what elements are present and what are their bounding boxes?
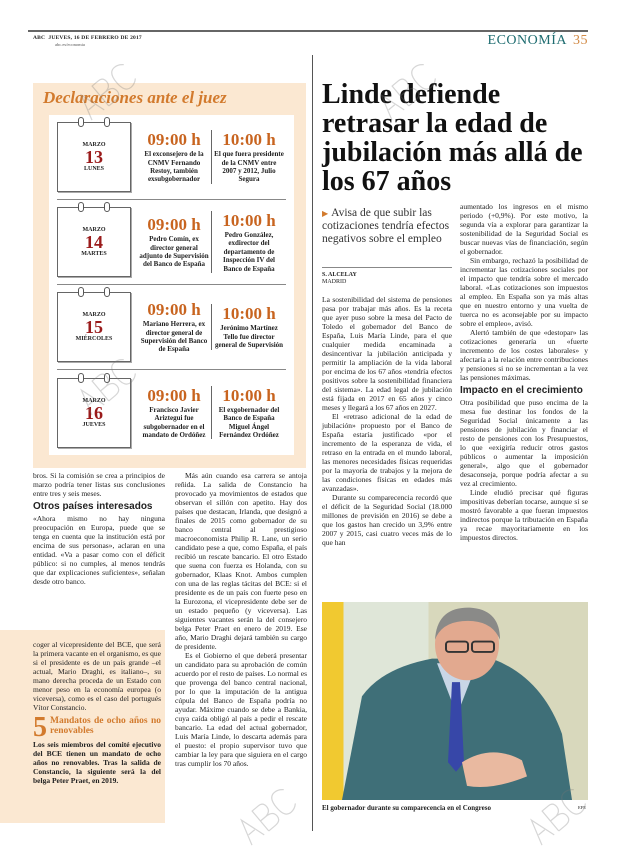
paragraph: Linde eludió precisar qué figuras impositivas deberían tocarse, aunque sí se mostró favorable a que fueran impuestos indirectos porque la tributación en España ya recae mayoritariamente en los impuestos directos.: [460, 488, 588, 542]
calendar-weekday: MIÉRCOLES: [75, 336, 113, 342]
calendar-icon: [57, 122, 131, 192]
article-column-1: [322, 295, 452, 547]
paper-name: ABC: [33, 35, 46, 41]
deck-text: Avisa de que subir las cotizaciones tendría efectos negativos sobre el empleo: [322, 207, 450, 246]
calendar-day-number: 15: [85, 317, 103, 337]
time-slot: [137, 386, 211, 440]
section-name: ECONOMÍA: [487, 33, 567, 48]
schedule-day: [57, 285, 286, 370]
paragraph: Es el Gobierno el que deberá presentar un candidato para su aprobación de común acuerdo por el resto de países. Lo normal es que provenga del banco central nacional, por lo que la imputación de la antigua cúpula del Banco de España podría no ayudar. Máxime cuando se debe a Bankia, cuya caída obligó al país a pedir el rescate bancario. La edad del actual gobernador, Luis María Linde, lo descarta además para el puesto: el propio supervisor tuvo que cambiar la ley para que siguiera en el cargo tras cumplir los 70 años.: [175, 651, 307, 768]
time-slot: [211, 386, 286, 440]
slot-time: 09:00 h: [147, 130, 201, 150]
schedule-day: [57, 115, 286, 200]
fact-block: [33, 712, 161, 785]
middle-column: [175, 471, 307, 768]
time-slot: [211, 130, 286, 184]
watermark-abc-logo: [232, 783, 303, 849]
sidebar-text: [33, 640, 161, 785]
section-header: [488, 33, 588, 49]
article-column-2-top: [460, 202, 588, 382]
calendar-weekday: LUNES: [83, 166, 104, 172]
time-slot: [137, 130, 211, 184]
declarations-box: [33, 83, 306, 468]
slot-description: Jerónimo Martínez Tello fue director general de Supervisión: [214, 324, 284, 350]
paragraph: bros. Si la comisión se crea a principios de marzo podría tener listas sus conclusiones entre tres y seis meses.: [33, 471, 165, 498]
photo-governor: [322, 602, 588, 800]
calendar-month: MARZO: [82, 142, 106, 148]
calendar-month: MARZO: [82, 227, 106, 233]
fact-text: Los seis miembros del comité ejecutivo del BCE tienen un mandato de ocho años no renovables. Tras la salida de Constancio, la siguiente será la del belga Peter Praet, en 2019.: [33, 740, 161, 785]
byline: [322, 267, 452, 286]
article-column-2: [460, 202, 588, 542]
time-slot: [211, 211, 286, 273]
folio: [33, 35, 142, 41]
site-url: abc.es/economia: [55, 42, 85, 47]
time-slot: [137, 300, 211, 354]
fact-title: Mandatos de ocho años no renovables: [50, 716, 161, 736]
paragraph: Durante su comparecencia recordó que el déficit de la Seguridad Social (18.000 millones de previsión en 2016) se debe a que los gastos han crecido un 3,9% entre 2007 y 2015, casi cuatro veces más de lo que han: [322, 493, 452, 547]
slot-time: 09:00 h: [147, 215, 201, 235]
calendar-weekday: MARTES: [81, 251, 107, 257]
schedule-day: [57, 200, 286, 285]
slot-time: 09:00 h: [147, 300, 201, 320]
column-divider: [312, 55, 313, 831]
slot-time: 09:00 h: [147, 385, 201, 405]
paragraph: El «retraso adicional de la edad de jubilación» propuesto por el Banco de España estaría justificado «por el incremento de la esperanza de vida, el retraso en la entrada en el mundo laboral, las menores necesidades físicas requeridas por la mayoría de trabajos y la mejora de las condiciones físicas en edades más avanzadas».: [322, 412, 452, 493]
photo-credit: EFE: [578, 805, 587, 810]
calendar-ring: [78, 373, 84, 383]
box-title: Declaraciones ante el juez: [43, 88, 227, 107]
subheading: Otros países interesados: [33, 501, 153, 512]
paragraph: Más aún cuando esa carrera se antoja reñida. La salida de Constancio ha provocado ya movimientos de estados que observan el sillón con apetito. Hay dos países que destacan, Irlanda, que designó a finales de 2015 como gobernador de su banco central al prestigioso macroeconomista Philip R. Lane, un serio candidato pese a que, como España, el país recibió un rescate bancario. El otro Estado que suena con fuerza es Holanda, con su gobernador, Klaas Knot. Ambos cumplen con una de las reglas tácitas del BCE: si el presidente es de un país con fuerte peso en la Eurozona, el vicepresidente debe ser de un estado pequeño (y viceversa). Las siguientes vacantes serán la del consejero belga Peter Praet en enero de 2019. Ese año, Mario Draghi dejará también su cargo de presidente.: [175, 471, 307, 651]
slot-description: El exconsejero de la CNMV Fernando Restoy, también exsubgobernador: [144, 150, 204, 184]
time-slot: [137, 215, 211, 269]
subheading: Impacto en el crecimiento: [460, 385, 583, 396]
calendar-weekday: JUEVES: [82, 421, 106, 428]
page-number: 35: [573, 33, 588, 48]
arrow-icon: ▶: [322, 209, 329, 218]
slot-time: 10:00 h: [222, 210, 276, 230]
paragraph: La sostenibilidad del sistema de pensiones pasa por trabajar más años. Es la receta que ayer puso sobre la mesa del Pacto de Toledo el gobernador del Banco de España, Luis María Linde, para el que cualquier medida encaminada a desincentivar la jubilación anticipada y permitir la ampliación de la vida laboral por encima de los 67 años «tendría efectos positivos sobre la sostenibilidad financiera del sistema». La edad legal de jubilación está fijada en 2017 en 65 años y cinco meses y llegará a los 67 años en 2027.: [322, 295, 452, 412]
slot-description: El exgobernador del Banco de España Miguel Ángel Fernández Ordóñez: [218, 405, 280, 439]
slot-description: Mariano Herrera, ex director general de Supervisión del Banco de España: [140, 320, 208, 354]
deck: [322, 207, 457, 247]
left-column: [33, 471, 165, 586]
fact-number: 5: [33, 712, 47, 743]
calendar-ring: [78, 287, 84, 297]
calendar-ring: [104, 287, 110, 297]
author: S. ALCELAY: [322, 272, 357, 278]
slot-description: El que fuera presidente de la CNMV entre 2007 y 2012, Julio Segura: [214, 150, 284, 184]
headline: Linde defiende retrasar la edad de jubilación más allá de los 67 años: [322, 79, 583, 197]
schedule-day: [57, 370, 286, 455]
slot-time: 10:00 h: [222, 304, 276, 324]
calendar-icon: [57, 378, 131, 448]
time-slot: [211, 304, 286, 349]
calendar-ring: [104, 202, 110, 212]
paragraph: Sin embargo, rechazó la posibilidad de incrementar las cotizaciones sociales por el impacto que tendría sobre el mercado laboral. «Las cotizaciones son impuestos al empleo. En España son ya más altas que en nuestro entorno y una vuelta de tuerca no es aconsejable por su impacto sobre el empleo», avisó.: [460, 256, 588, 328]
paragraph: Otra posibilidad que puso encima de la mesa fue destinar los fondos de la Seguridad Social únicamente a las pensiones de jubilación y financiar el resto de pensiones con los Presupuestos, lo que «exigiría reducir otros gastos públicos o aumentar la imposición general», algo que el gobernador desaconseja, porque podría afectar a su vez al crecimiento.: [460, 398, 588, 488]
calendar-month: MARZO: [82, 312, 106, 318]
paragraph: «Ahora mismo no hay ninguna preocupación en Europa, puede que se tenga en cuenta que la institución está por encima de sus personas», aclaran en una entidad. «Va a pasar como con el déficit público: si no cumples, al menos tendrás que dar explicaciones suficientes», señalan desde otro banco.: [33, 514, 165, 586]
calendar-ring: [104, 373, 110, 383]
paragraph: Alertó también de que «destopar» las cotizaciones generaría un «fuerte incremento de los costes laborales» y afectaría a la relación entre contribuciones y pensiones si no se incrementan a la vez las pensiones máximas.: [460, 328, 588, 382]
slot-time: 10:00 h: [222, 130, 276, 150]
calendar-ring: [104, 117, 110, 127]
calendar-day-number: 16: [85, 402, 103, 423]
calendar-ring: [78, 117, 84, 127]
article-column-2-bottom: [460, 398, 588, 542]
calendar-icon: [57, 292, 131, 362]
schedule-panel: [49, 115, 294, 455]
slot-time: 10:00 h: [222, 385, 276, 405]
paragraph: aumentado los ingresos en el mismo periodo (+0,9%). Por este motivo, la segunda vía a explorar para garantizar la sostenibilidad de la Seguridad Social es buscar nuevas vías de financiación, según el gobernador.: [460, 202, 588, 256]
governor-illustration: [322, 602, 588, 800]
dateline: MADRID: [322, 279, 347, 285]
calendar-ring: [78, 202, 84, 212]
issue-date: JUEVES, 16 DE FEBRERO DE 2017: [48, 35, 142, 41]
sidebar-box: [0, 630, 165, 823]
slot-description: Pedro González, exdirector del departamento de Inspección IV del Banco de España: [223, 230, 275, 273]
calendar-icon: [57, 207, 131, 277]
calendar-month: MARZO: [82, 397, 106, 404]
calendar-day-number: 13: [85, 147, 103, 167]
top-rule: [28, 30, 588, 32]
paragraph: coger al vicepresidente del BCE, que será la primera vacante en el organismo, es que si el presidente es de un país grande –el actual, Mario Draghi, es italiano–, su mano derecha proceda de un Estado con menor peso en la economía europea (o viceversa), como es el caso del portugués Vítor Constancio.: [33, 640, 161, 712]
photo-caption: El gobernador durante su comparecencia en el Congreso: [322, 804, 491, 812]
slot-description: Pedro Comín, ex director general adjunto de Supervisión del Banco de España: [139, 235, 209, 269]
calendar-day-number: 14: [85, 232, 103, 252]
slot-description: Francisco Javier Ariztegui fue subgobernador en el mandato de Ordóñez: [142, 405, 206, 439]
